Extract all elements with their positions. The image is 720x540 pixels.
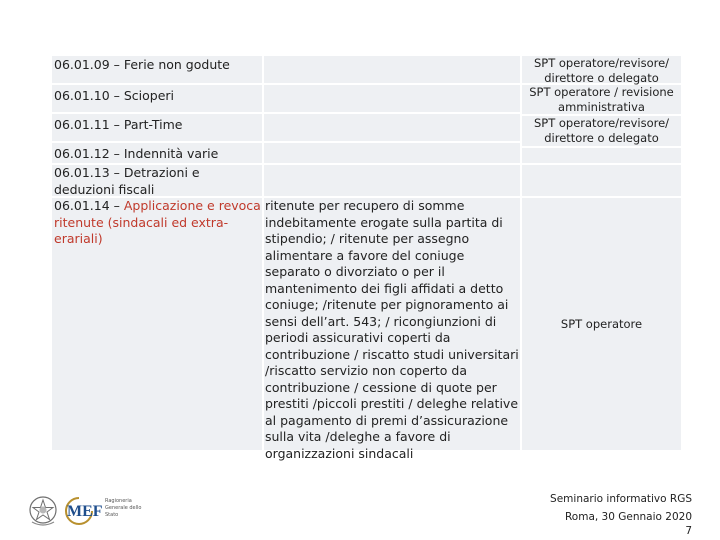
row-5-role xyxy=(522,165,681,196)
row-4-description xyxy=(264,143,520,163)
mef-logo-text: MEF xyxy=(67,503,103,520)
row-3-description xyxy=(264,114,520,141)
row-2-code-text: 06.01.10 – Scioperi xyxy=(54,88,175,103)
row-3-code-text: 06.01.11 – Part-Time xyxy=(54,117,183,132)
mef-subtitle: Ragioneria Generale dello Stato xyxy=(105,498,142,518)
row-2-role xyxy=(522,85,681,114)
row-6-code-prefix: 06.01.14 – xyxy=(54,198,124,213)
row-6-code-highlight: Applicazione e revoca ritenute (sindacali ed extra-erariali) xyxy=(54,198,261,246)
row-6-role xyxy=(522,198,681,450)
row-3-code xyxy=(52,114,262,141)
row-3-role-text: SPT operatore/revisore/ direttore o delegato xyxy=(533,116,670,145)
row-2-role-text: SPT operatore / revisione amministrativa xyxy=(529,85,674,114)
row-1-role-text: SPT operatore/revisore/ direttore o delegato xyxy=(533,56,670,85)
page-number: 7 xyxy=(685,525,692,537)
row-1-role xyxy=(522,56,681,83)
row-4-role xyxy=(522,148,681,163)
row-2-code xyxy=(52,85,262,112)
row-6-description-text: ritenute per recupero di somme indebitamente erogate sulla partita di stipendio; / ritenute per assegno alimentare a favore del coniuge separato o divorziato o per il mantenimento dei figli affidati a detto coniuge; /ritenute per pignoramento ai sensi dell’art. 543; / ricongiunzioni di periodi assicurativi coperti da contribuzione / riscatto studi universitari /riscatto servizio non coperto da contribuzione / cessione di quote per prestiti /piccoli prestiti / deleghe relative al pagamento di premi d’assicurazione sulla vita /deleghe a favore di organizzazioni sindacali xyxy=(265,198,519,461)
row-1-code-text: 06.01.09 – Ferie non godute xyxy=(54,57,230,72)
row-4-code-text: 06.01.12 – Indennità varie xyxy=(54,146,219,161)
row-2-description xyxy=(264,85,520,112)
footer-seminar-title: Seminario informativo RGS xyxy=(550,493,692,505)
footer-date: Roma, 30 Gennaio 2020 xyxy=(564,511,692,523)
row-1-description xyxy=(264,56,520,83)
row-5-description xyxy=(264,165,520,196)
row-1-code xyxy=(52,56,262,83)
row-6-description xyxy=(264,198,520,461)
row-6-role-text: SPT operatore xyxy=(560,316,643,331)
row-6-code xyxy=(52,198,262,450)
row-4-code xyxy=(52,143,262,163)
row-5-code xyxy=(52,165,262,196)
row-3-role xyxy=(522,116,681,146)
footer-logos xyxy=(26,494,146,528)
row-5-code-text: 06.01.13 – Detrazioni e deduzioni fiscali xyxy=(54,165,200,197)
